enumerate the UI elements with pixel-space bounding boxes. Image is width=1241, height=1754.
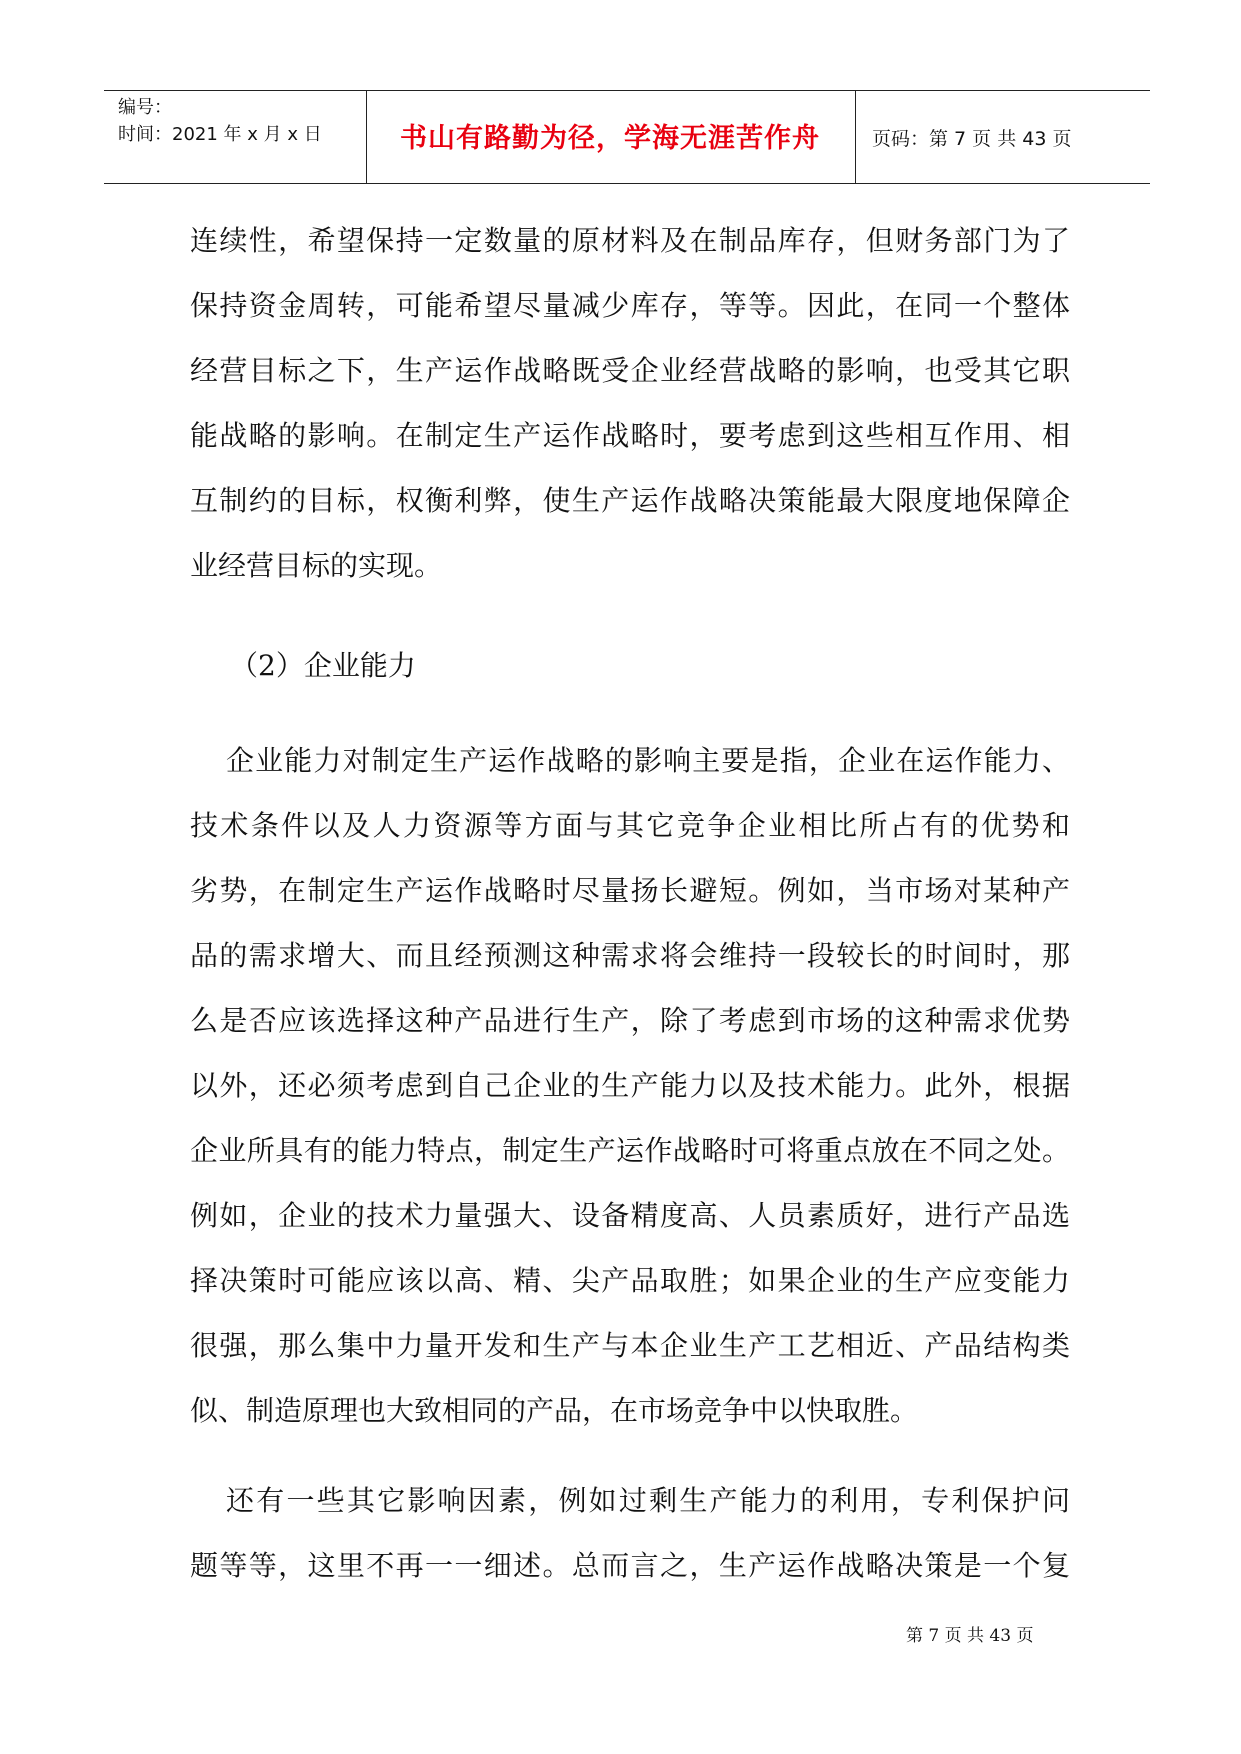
paragraph-3 bbox=[190, 1478, 1070, 1608]
text-line: 很强，那么集中力量开发和生产与本企业生产工艺相近、产品结构类 bbox=[190, 1329, 1070, 1362]
text-line: 经营目标之下，生产运作战略既受企业经营战略的影响，也受其它职 bbox=[190, 354, 1070, 387]
text-line: 似、制造原理也大致相同的产品，在市场竞争中以快取胜。 bbox=[190, 1394, 919, 1427]
footer-page-number: 第 7 页 共 43 页 bbox=[906, 1626, 1034, 1646]
text-line: 劣势，在制定生产运作战略时尽量扬长避短。例如，当市场对某种产 bbox=[190, 874, 1070, 907]
paragraph-1 bbox=[190, 218, 1070, 608]
section-heading: （2）企业能力 bbox=[230, 649, 416, 682]
text-line: 例如，企业的技术力量强大、设备精度高、人员素质好，进行产品选 bbox=[190, 1199, 1070, 1232]
text-line: 品的需求增大、而且经预测这种需求将会维持一段较长的时间时，那 bbox=[190, 939, 1070, 972]
text-line: 保持资金周转，可能希望尽量减少库存，等等。因此，在同一个整体 bbox=[190, 289, 1070, 322]
document-number-label: 编号： bbox=[118, 97, 172, 118]
header-page-label: 页码：第 7 页 共 43 页 bbox=[872, 128, 1072, 150]
text-line: 互制约的目标，权衡利弊，使生产运作战略决策能最大限度地保障企 bbox=[190, 484, 1070, 517]
header-bottom-rule bbox=[104, 183, 1150, 184]
header-top-rule bbox=[104, 90, 1150, 91]
header-divider-right bbox=[855, 90, 856, 183]
text-line: 以外，还必须考虑到自己企业的生产能力以及技术能力。此外，根据 bbox=[190, 1069, 1070, 1102]
text-line: 么是否应该选择这种产品进行生产，除了考虑到市场的这种需求优势 bbox=[190, 1004, 1070, 1037]
text-line: 还有一些其它影响因素，例如过剩生产能力的利用，专利保护问 bbox=[226, 1484, 1070, 1517]
header-motto: 书山有路勤为径，学海无涯苦作舟 bbox=[400, 123, 820, 154]
text-line: 业经营目标的实现。 bbox=[190, 549, 443, 582]
text-line: 技术条件以及人力资源等方面与其它竞争企业相比所占有的优势和 bbox=[190, 809, 1070, 842]
text-line: 企业所具有的能力特点，制定生产运作战略时可将重点放在不同之处。 bbox=[190, 1134, 1070, 1167]
text-line: 能战略的影响。在制定生产运作战略时，要考虑到这些相互作用、相 bbox=[190, 419, 1070, 452]
document-date-label: 时间：2021 年 x 月 x 日 bbox=[118, 124, 322, 145]
text-line: 题等等，这里不再一一细述。总而言之，生产运作战略决策是一个复 bbox=[190, 1549, 1070, 1582]
text-line: 企业能力对制定生产运作战略的影响主要是指，企业在运作能力、 bbox=[226, 744, 1070, 777]
text-line: 连续性，希望保持一定数量的原材料及在制品库存，但财务部门为了 bbox=[190, 224, 1070, 257]
paragraph-2 bbox=[190, 738, 1070, 1453]
text-line: 择决策时可能应该以高、精、尖产品取胜；如果企业的生产应变能力 bbox=[190, 1264, 1070, 1297]
header-meta bbox=[118, 94, 363, 148]
header-divider-left bbox=[366, 90, 367, 183]
